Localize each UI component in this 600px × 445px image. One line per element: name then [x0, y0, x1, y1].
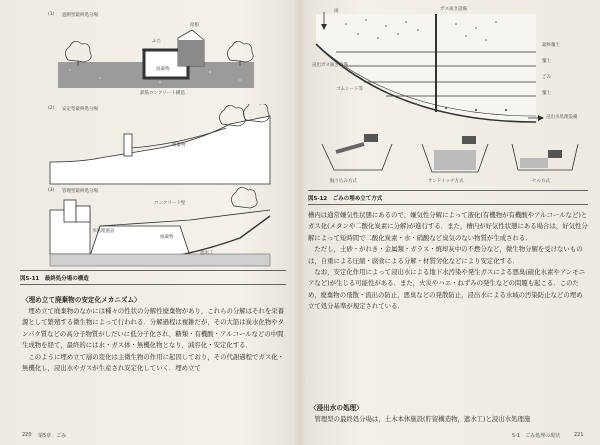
figure-panel-2 — [40, 104, 280, 186]
figure-rule-right-bottom — [308, 204, 588, 205]
roof-label: 屋根 — [190, 23, 199, 28]
paragraph-4: ただし，土砂・がれき・金属類・ガラス・焼却灰中の不燃分など，微生物分解を受けないものは，自重による圧縮・腐食による分解・材質劣化などにより安定化する． — [308, 245, 583, 265]
gas-well-label: 浸出ガス抜き設備 — [312, 63, 348, 68]
plant-label: 水処理施設 — [92, 229, 115, 234]
landfill-section-figure — [306, 4, 590, 128]
landfill-isolated-diagram — [40, 8, 280, 100]
paragraph-5: なお，安定化作用によって浸出水による地下水汚染や発生ガスによる悪臭(硫化水素やアンモニアなど)が生じる可能性がある．また，火災やハエ・ねずみの発生などの問題も起こる．このため，廃棄物の飛散・流出の防止，悪臭などの発散防止，浸出水による水域の汚染防止などの埋め立て処分基準が規定されている． — [308, 268, 586, 311]
landfill-managed-diagram — [40, 186, 280, 270]
cover-label: 覆土 — [542, 59, 551, 64]
wall-label: 鉄筋コンクリート構造 — [140, 91, 185, 96]
rain-label: 雨 — [334, 9, 339, 14]
panel-1-number: (1) — [48, 12, 55, 17]
paragraph-3: 槽内は通常嫌気性状態にあるので，嫌気性分解によって液化(有機物が有機酸やアルコールなど)とガス化(メタンや二酸化炭素に分解)が進行する．また，槽内が好気性状態にある場合は，好気性分解によって短時間で二酸化炭素・水・硝酸など臭気のない物質が生成される． — [308, 211, 588, 242]
panel-1-title: 遮断型最終処分場 — [62, 13, 98, 18]
figure-rule-left-bottom — [20, 284, 286, 285]
method-3-label: セル方式 — [532, 179, 550, 184]
waste-label-1: 廃棄物 — [156, 67, 170, 72]
paragraph-2: このように埋め立て層の変化は主微生物の作用に起因しており，その代謝過程でガス化・無機化し，浸出水やガスが生産され安定化していく．埋め立て — [22, 352, 285, 373]
panel-3-number: (3) — [48, 188, 55, 193]
waste-label-2: 廃棄物 — [172, 143, 186, 148]
fill-methods-figure — [312, 130, 588, 186]
chapter-label: 第5章 ごみ — [38, 433, 67, 439]
figure-caption-right: 図5-12 ごみの埋め立て方式 — [308, 196, 383, 202]
paragraph-1: 埋め立て廃棄物のなかには種々の性状の分解性廃棄物があり，これらの分解はそれを栄養源として繁殖する微生物によって行われる．分解過程は複雑だが，その大筋は炭水化物やタンパク質などの高分子物質がしだいに低分子化され，糖類・有機酸・アルコールなどの中間生成物を経て，最終的には水・ガス体・無機化物となり，減容化・安定化する． — [22, 307, 285, 350]
waste-label-3: 廃棄物 — [160, 235, 174, 240]
waste-layer-label: ごみ — [542, 75, 551, 80]
body-text-right — [308, 210, 588, 313]
leachate-plant-label: 浸出水処理設備 — [546, 115, 578, 120]
lid-label: ふた — [152, 39, 161, 44]
liner-label: 遮水工 — [200, 251, 214, 256]
paragraph-6: 管理型の最終処分場は，土木本体施設(貯留構造物，遮水工)と浸出水処理施 — [314, 415, 531, 423]
figure-rule-left — [20, 270, 286, 271]
body-text-right-last — [308, 414, 588, 425]
method-2-label: サンドイッチ方式 — [428, 179, 464, 184]
rubber-sheet-label: ゴムシート等 — [336, 87, 363, 92]
figure-panel-1 — [40, 8, 280, 100]
panel-2-title: 安定型最終処分場 — [62, 107, 98, 112]
figure-caption-left: 図5-11 最終処分場の構造 — [20, 276, 89, 282]
panel-2-number: (2) — [48, 106, 55, 111]
landfill-stable-diagram — [40, 104, 280, 186]
final-cover-label: 最終覆土 — [542, 43, 560, 48]
concrete-wall-label: コンクリート壁 — [154, 201, 186, 206]
body-text-left — [22, 306, 284, 374]
section-heading-right: 〈浸出水の処理〉 — [310, 404, 363, 412]
left-page — [0, 0, 298, 445]
cover-label-2: 覆土 — [542, 91, 551, 96]
right-page — [302, 0, 600, 445]
page-number-left: 220 — [22, 432, 32, 438]
figure-panel-3 — [40, 186, 280, 270]
method-1-label: 掘り込み方式 — [330, 179, 357, 184]
section-label: 5-1 ごみ処理の現状 — [512, 433, 561, 439]
page-number-right: 221 — [574, 432, 584, 438]
gas-vent-label: ガス抜き設備 — [440, 7, 467, 12]
panel-3-title: 管理型最終処分場 — [62, 189, 98, 194]
section-heading-left: 〈埋め立て廃棄物の安定化メカニズム〉 — [22, 296, 141, 304]
landfill-cross-section — [306, 4, 590, 128]
figure-rule-right — [308, 190, 588, 191]
